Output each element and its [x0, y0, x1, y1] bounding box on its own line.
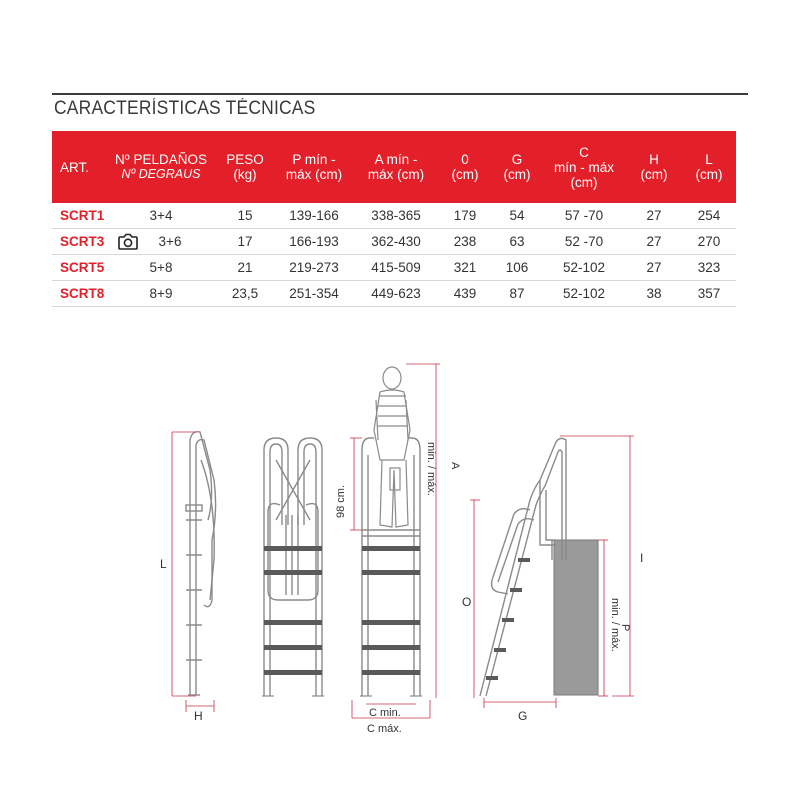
table-cell: 38: [626, 281, 682, 307]
table-cell: 8+9: [106, 281, 216, 307]
table-cell: 219-273: [274, 255, 354, 281]
pool-ladder-front-steps: [362, 546, 420, 675]
table-cell: 21: [216, 255, 274, 281]
article-code: SCRT8: [52, 281, 106, 307]
table-cell: 87: [492, 281, 542, 307]
installed-ladder-side: [480, 438, 566, 696]
column-header: 0 (cm): [451, 152, 479, 182]
table-cell: 179: [438, 203, 492, 229]
table-cell: 15: [216, 203, 274, 229]
table-cell: 415-509: [354, 255, 438, 281]
column-header: P mín - máx (cm): [285, 152, 343, 182]
table-cell: 17: [216, 229, 274, 255]
table-cell: 57 -70: [542, 203, 626, 229]
pool-ladder-front: [362, 438, 420, 696]
label-L: L: [160, 557, 167, 571]
dimension-98: [350, 438, 362, 530]
front-view-ladder: [264, 438, 322, 696]
table-cell: 449-623: [354, 281, 438, 307]
dimension-O: [470, 500, 480, 698]
table-cell: 5+8: [106, 255, 216, 281]
table-cell: 54: [492, 203, 542, 229]
column-header: H (cm): [640, 152, 668, 182]
column-header: A mín - máx (cm): [367, 152, 425, 182]
table-cell: 323: [682, 255, 736, 281]
table-cell: 439: [438, 281, 492, 307]
page-title: CARACTERÍSTICAS TÉCNICAS: [54, 98, 316, 119]
table-cell: 27: [626, 255, 682, 281]
dimension-L: [172, 432, 196, 696]
table-cell: 52-102: [542, 255, 626, 281]
column-header: PESO (kg): [226, 152, 264, 182]
table-cell: 270: [682, 229, 736, 255]
pool-wall: [554, 540, 598, 695]
label-98: 98 cm.: [335, 484, 347, 518]
column-header: Nº PELDAÑOS Nº DEGRAUS: [115, 152, 207, 181]
table-cell: 338-365: [354, 203, 438, 229]
label-P-range: min. / máx.: [609, 598, 621, 652]
table-cell: 251-354: [274, 281, 354, 307]
article-code: SCRT1: [52, 203, 106, 229]
article-code: SCRT3: [52, 229, 106, 255]
label-O: O: [462, 595, 472, 609]
person-figure: [374, 367, 410, 527]
table-cell: 238: [438, 229, 492, 255]
article-code: SCRT5: [52, 255, 106, 281]
label-A: A: [449, 462, 461, 470]
front-view-steps: [264, 546, 322, 675]
table-cell: 52 -70: [542, 229, 626, 255]
table-cell: 139-166: [274, 203, 354, 229]
column-header: G (cm): [503, 152, 531, 182]
dimension-G: [484, 698, 556, 708]
label-C-min: C min.: [369, 707, 401, 719]
table-cell: 23,5: [216, 281, 274, 307]
dimension-P: [598, 540, 608, 696]
table-cell: 106: [492, 255, 542, 281]
table-cell: 27: [626, 203, 682, 229]
table-cell: 362-430: [354, 229, 438, 255]
label-H: H: [194, 709, 203, 723]
label-P: P: [619, 624, 631, 632]
column-header: ART.: [60, 159, 90, 175]
side-view-ladder: [186, 432, 216, 695]
table-cell: 357: [682, 281, 736, 307]
label-I: I: [640, 551, 644, 565]
table-cell: 321: [438, 255, 492, 281]
table-cell: 52-102: [542, 281, 626, 307]
column-header: C mín - máx (cm): [553, 144, 614, 190]
table-cell: 166-193: [274, 229, 354, 255]
table-cell: 63: [492, 229, 542, 255]
label-C-max: C máx.: [367, 723, 402, 735]
table-cell: 3+6: [106, 229, 216, 255]
table-cell: 254: [682, 203, 736, 229]
table-cell: 27: [626, 229, 682, 255]
table-cell: 3+4: [106, 203, 216, 229]
label-A-range: min. / máx.: [425, 442, 437, 496]
label-G: G: [518, 709, 528, 723]
column-header: L (cm): [695, 152, 723, 182]
